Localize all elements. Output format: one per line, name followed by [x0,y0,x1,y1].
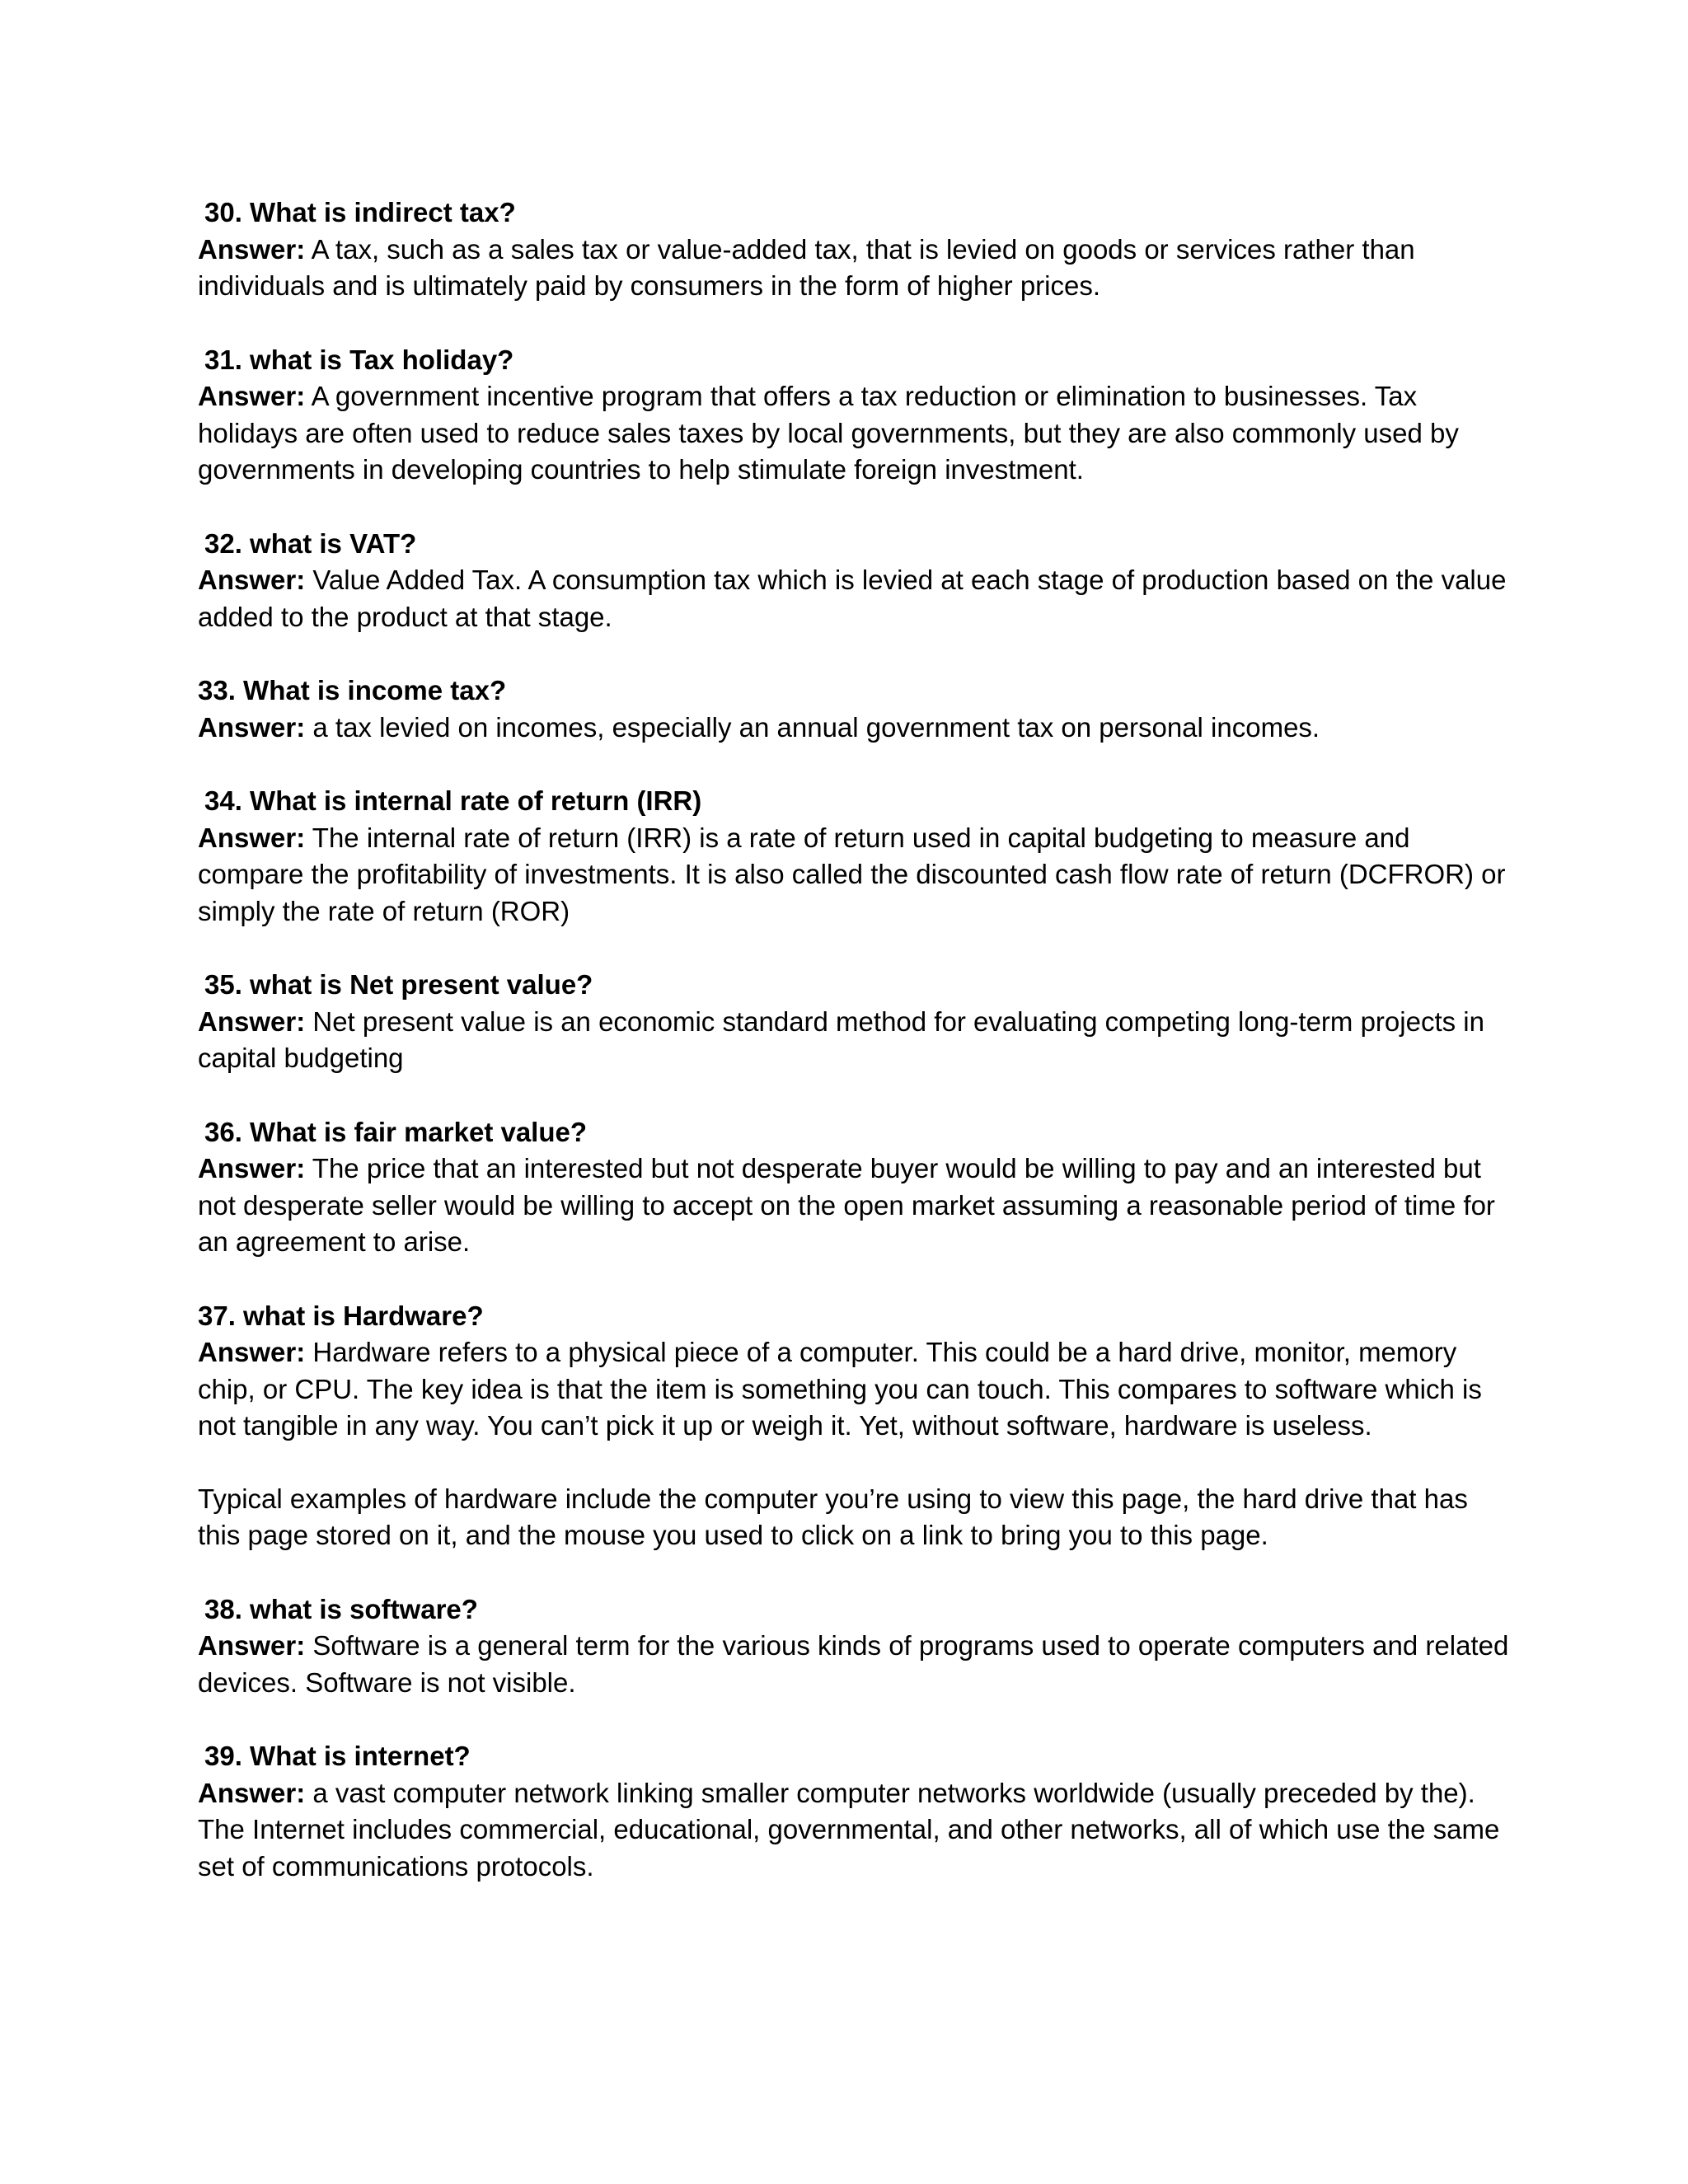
qa-item-33 [198,673,1517,746]
document-page [198,194,1517,1922]
question-heading: 36. What is fair market value? [204,1116,588,1147]
answer-paragraph [198,820,1517,930]
question-heading: 37. what is Hardware? [198,1300,484,1331]
answer-label: Answer: [198,1630,306,1661]
answer-paragraph [198,232,1517,305]
qa-item-32 [198,526,1517,636]
answer-extra-paragraph: Typical examples of hardware include the computer you’re using to view this page, the hard drive that has this page stored on it, and the mouse you used to click on a link to bring you to this page. [198,1483,1468,1550]
question-heading: 33. What is income tax? [198,675,507,705]
qa-item-39 [198,1738,1517,1885]
answer-text: Software is a general term for the various kinds of programs used to operate computers and related devices. Software is not visible. [198,1630,1509,1698]
question-heading: 34. What is internal rate of return (IRR) [204,785,702,816]
qa-item-30 [198,194,1517,305]
question-heading: 35. what is Net present value? [204,969,593,1000]
answer-text: The internal rate of return (IRR) is a rate of return used in capital budgeting to measure and compare the profitability of investments. It is also called the discounted cash flow rate of return (DCFROR) or simply the rate of return (ROR) [198,822,1506,926]
qa-item-38 [198,1591,1517,1702]
qa-item-37 [198,1298,1517,1554]
question-heading: 32. what is VAT? [204,527,417,559]
answer-paragraph [198,710,1517,747]
answer-paragraph [198,1151,1517,1261]
answer-label: Answer: [198,1337,306,1367]
question-heading: 39. What is internet? [204,1741,471,1771]
qa-item-35 [198,967,1517,1077]
answer-label: Answer: [198,1005,306,1037]
answer-text: Value Added Tax. A consumption tax which is levied at each stage of production based on the value added to the product at that stage. [198,565,1507,632]
qa-item-36 [198,1114,1517,1261]
qa-item-34 [198,783,1517,930]
answer-text: A government incentive program that offers a tax reduction or elimination to businesses. Tax holidays are often used to reduce sales taxes by local governments, but they are also commonly used by governments in developing countries to help stimulate foreign investment. [198,381,1459,485]
answer-paragraph [198,1004,1517,1077]
question-heading: 31. what is Tax holiday? [204,344,514,375]
answer-label: Answer: [198,565,306,595]
answer-label: Answer: [198,1777,306,1808]
answer-label: Answer: [198,1153,306,1183]
answer-paragraph [198,1334,1517,1445]
answer-paragraph [198,1775,1517,1886]
question-heading: 30. What is indirect tax? [204,197,516,227]
answer-text: The price that an interested but not desperate buyer would be willing to pay and an interested but not desperate seller would be willing to accept on the open market assuming a reasonable period of time for an agreement to arise. [198,1153,1495,1257]
answer-label: Answer: [198,711,306,743]
answer-text: Hardware refers to a physical piece of a computer. This could be a hard drive, monitor, memory chip, or CPU. The key idea is that the item is something you can touch. This compares to software which is not tangible in any way. You can’t pick it up or weigh it. Yet, without software, hardware is useless. [198,1337,1482,1441]
answer-label: Answer: [198,381,306,411]
answer-text: a vast computer network linking smaller computer networks worldwide (usually preceded by the). The Internet includes commercial, educational, governmental, and other networks, all of which use the same set of communications protocols. [198,1777,1500,1882]
answer-label: Answer: [198,822,306,853]
answer-text: A tax, such as a sales tax or value-added tax, that is levied on goods or services rather than individuals and is ultimately paid by consumers in the form of higher prices. [198,233,1415,301]
answer-text: a tax levied on incomes, especially an annual government tax on personal incomes. [312,711,1320,743]
qa-item-31 [198,342,1517,489]
answer-paragraph [198,378,1517,489]
question-heading: 38. what is software? [204,1593,478,1624]
answer-label: Answer: [198,233,306,265]
answer-text: Net present value is an economic standard method for evaluating competing long-term projects in capital budgeting [198,1005,1484,1073]
answer-paragraph [198,562,1517,635]
answer-paragraph [198,1628,1517,1701]
